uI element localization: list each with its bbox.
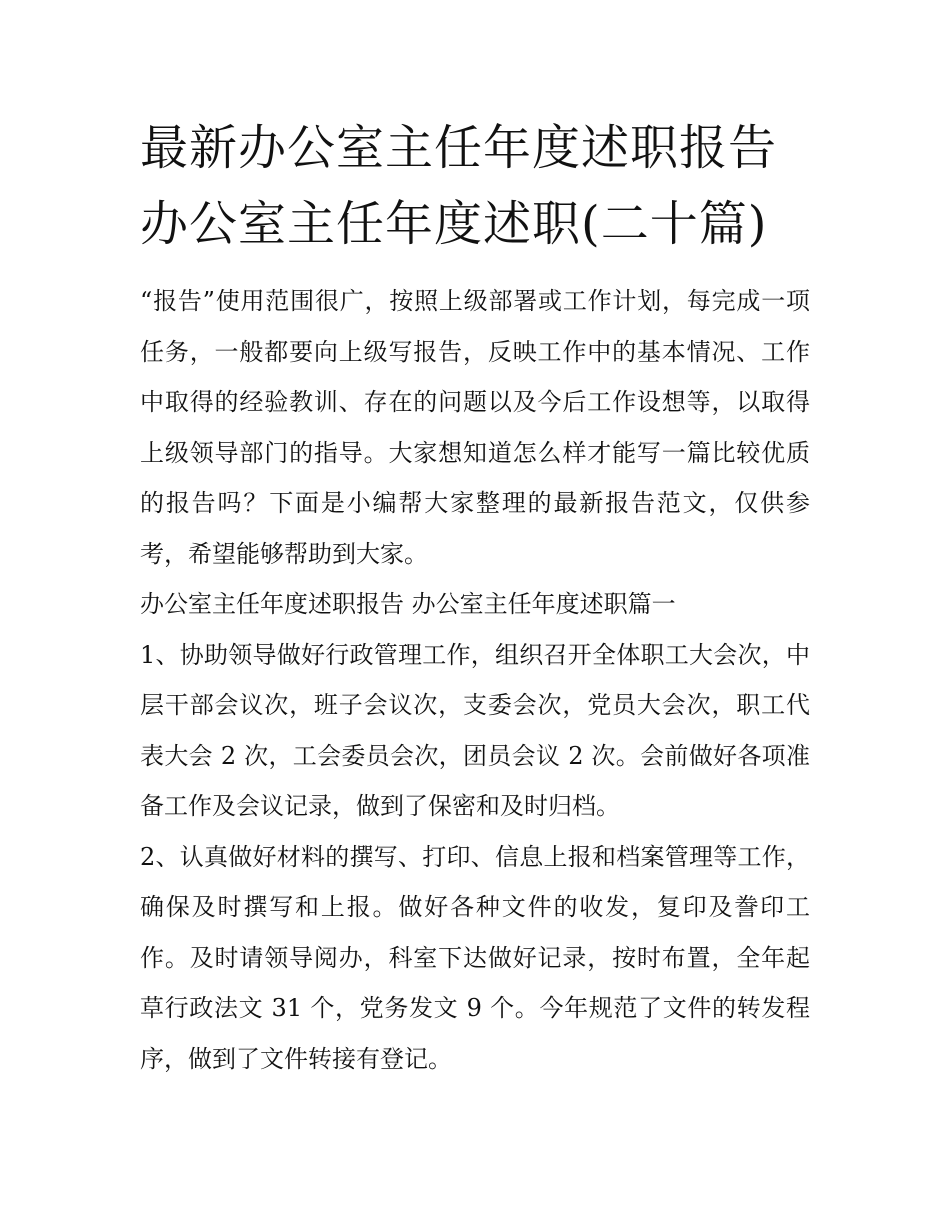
document-title bbox=[140, 110, 810, 262]
title-line-1: 最新办公室主任年度述职报告 bbox=[140, 120, 778, 176]
intro-paragraph: “报告”使用范围很广，按照上级部署或工作计划，每完成一项任务，一般都要向上级写报告，反映工作中的基本情况、工作中取得的经验教训、存在的问题以及今后工作设想等，以取得上级领导部门的指导。大家想知道怎么样才能写一篇比较优质的报告吗？下面是小编帮大家整理的最新报告范文，仅供参考，希望能够帮助到大家。 bbox=[140, 287, 810, 568]
list-item-1: 1、协助领导做好行政管理工作，组织召开全体职工大会次，中层干部会议次，班子会议次，支委会次，党员大会次，职工代表大会 2 次，工会委员会次，团员会议 2 次。会前做好各项准备工作及会议记录，做到了保密和及时归档。 bbox=[140, 640, 810, 820]
title-line-2: 办公室主任年度述职(二十篇) bbox=[140, 196, 768, 252]
list-item-2: 2、认真做好材料的撰写、打印、信息上报和档案管理等工作，确保及时撰写和上报。做好各种文件的收发，复印及誊印工作。及时请领导阅办，科室下达做好记录，按时布置，全年起草行政法文 31 个，党务发文 9 个。今年规范了文件的转发程序，做到了文件转接有登记。 bbox=[140, 842, 810, 1073]
section-heading: 办公室主任年度述职报告 办公室主任年度述职篇一 bbox=[140, 590, 676, 618]
